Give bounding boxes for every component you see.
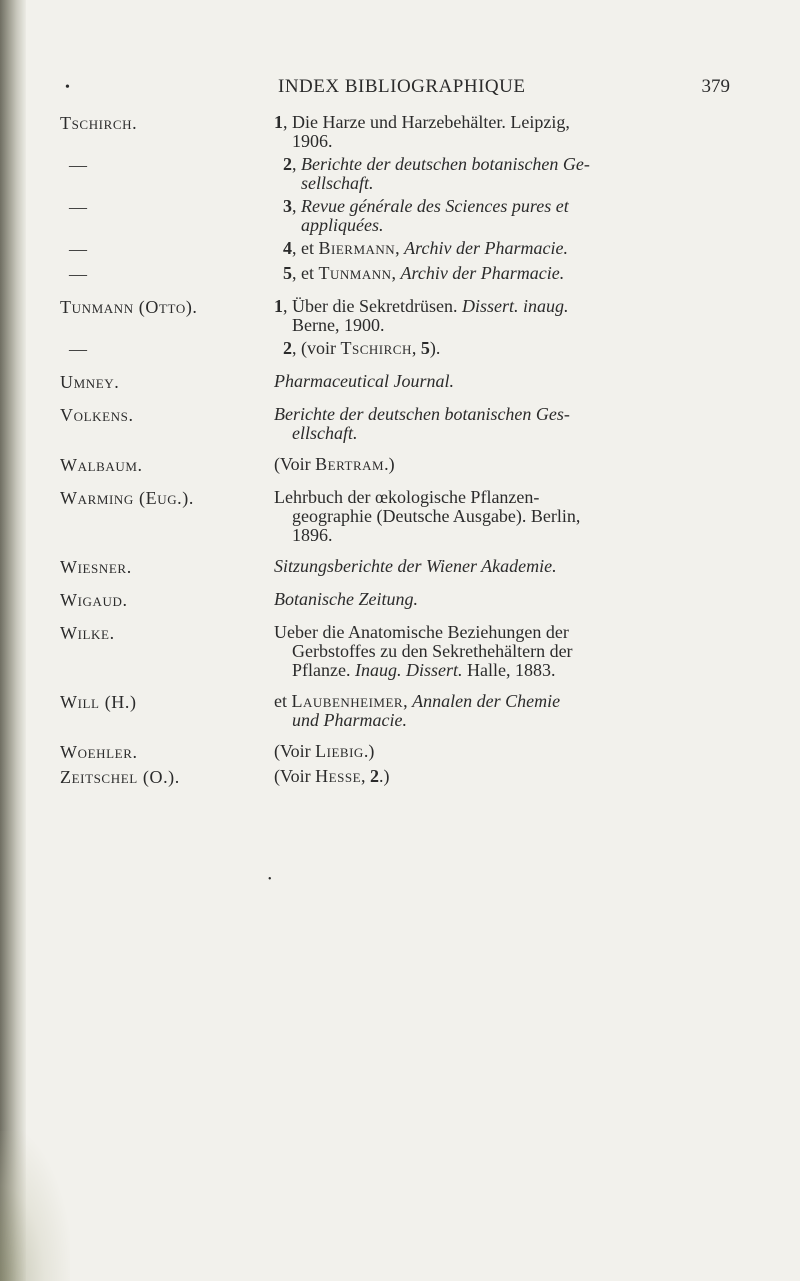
page-stain xyxy=(0,1131,70,1281)
bibliography-entry xyxy=(60,742,740,763)
entry-author: Wilke. xyxy=(60,623,115,643)
bibliography-entry xyxy=(60,372,740,393)
entry-author: — xyxy=(69,197,88,217)
entry-author: Volkens. xyxy=(60,405,134,425)
bibliography-entry xyxy=(60,767,740,788)
entry-work: (Voir Hesse, 2.) xyxy=(274,766,390,786)
entry-work: 4, et Biermann, Archiv der Pharmacie. xyxy=(283,238,568,258)
bibliography-entry xyxy=(60,488,740,545)
entry-author: Umney. xyxy=(60,372,120,392)
entry-author: Tunmann (Otto). xyxy=(60,297,198,317)
entry-author: — xyxy=(69,339,88,359)
entry-work: et Laubenheimer, Annalen der Chemie und Pharmacie. xyxy=(274,691,561,730)
bibliography-entry xyxy=(60,155,740,193)
entry-work: 1, Die Harze und Harzebehälter. Leipzig, 1906. xyxy=(274,112,570,151)
bibliography-entry xyxy=(60,455,740,476)
entry-work: Pharmaceutical Journal. xyxy=(274,371,454,391)
bibliography-entry xyxy=(60,264,740,285)
entry-work: 5, et Tunmann, Archiv der Pharmacie. xyxy=(283,263,565,283)
bibliography-entry xyxy=(60,197,740,235)
entry-author: Wiesner. xyxy=(60,557,132,577)
book-spine-shadow xyxy=(0,0,26,1281)
bibliography-entry xyxy=(60,339,740,360)
entry-work: 2, (voir Tschirch, 5). xyxy=(283,338,441,358)
stray-ink-dot: • xyxy=(268,874,272,885)
entry-author: Tschirch. xyxy=(60,113,138,133)
bibliography-entry xyxy=(60,113,740,151)
entry-work: Berichte der deutschen botanischen Ges- ellschaft. xyxy=(274,404,570,443)
entry-author: Warming (Eug.). xyxy=(60,488,194,508)
entry-author: Walbaum. xyxy=(60,455,143,475)
page-header xyxy=(60,76,730,104)
entry-author: Wigaud. xyxy=(60,590,128,610)
bibliography-entry xyxy=(60,557,740,578)
bibliography-entry xyxy=(60,590,740,611)
entry-work: (Voir Bertram.) xyxy=(274,454,395,474)
running-title: INDEX BIBLIOGRAPHIQUE xyxy=(278,76,526,97)
header-bullet: • xyxy=(65,80,70,95)
entry-work: Lehrbuch der œkologische Pflanzen- geographie (Deutsche Ausgabe). Berlin, 1896. xyxy=(274,487,581,545)
entry-work: Sitzungsberichte der Wiener Akademie. xyxy=(274,556,557,576)
bibliography-entry xyxy=(60,297,740,335)
entry-work: Botanische Zeitung. xyxy=(274,589,418,609)
bibliography-entry xyxy=(60,405,740,443)
page-number: 379 xyxy=(701,76,730,97)
entry-author: Will (H.) xyxy=(60,692,137,712)
entry-author: Zeitschel (O.). xyxy=(60,767,180,787)
entry-author: — xyxy=(69,264,88,284)
entry-author: Woehler. xyxy=(60,742,138,762)
entry-author: — xyxy=(69,155,88,175)
entry-work: 3, Revue générale des Sciences pures et appliquées. xyxy=(283,196,569,235)
bibliography-entry xyxy=(60,692,740,730)
entry-work: 1, Über die Sekretdrüsen. Dissert. inaug. Berne, 1900. xyxy=(274,296,569,335)
bibliography-list xyxy=(60,113,740,788)
entry-work: Ueber die Anatomische Beziehungen der Gerbstoffes zu den Sekrethehältern der Pflanze. Inaug. Dissert. Halle, 1883. xyxy=(274,622,573,680)
bibliography-entry xyxy=(60,239,740,260)
entry-author: — xyxy=(69,239,88,259)
entry-work: 2, Berichte der deutschen botanischen Ge- sellschaft. xyxy=(283,154,590,193)
bibliography-entry xyxy=(60,623,740,680)
entry-work: (Voir Liebig.) xyxy=(274,741,375,761)
